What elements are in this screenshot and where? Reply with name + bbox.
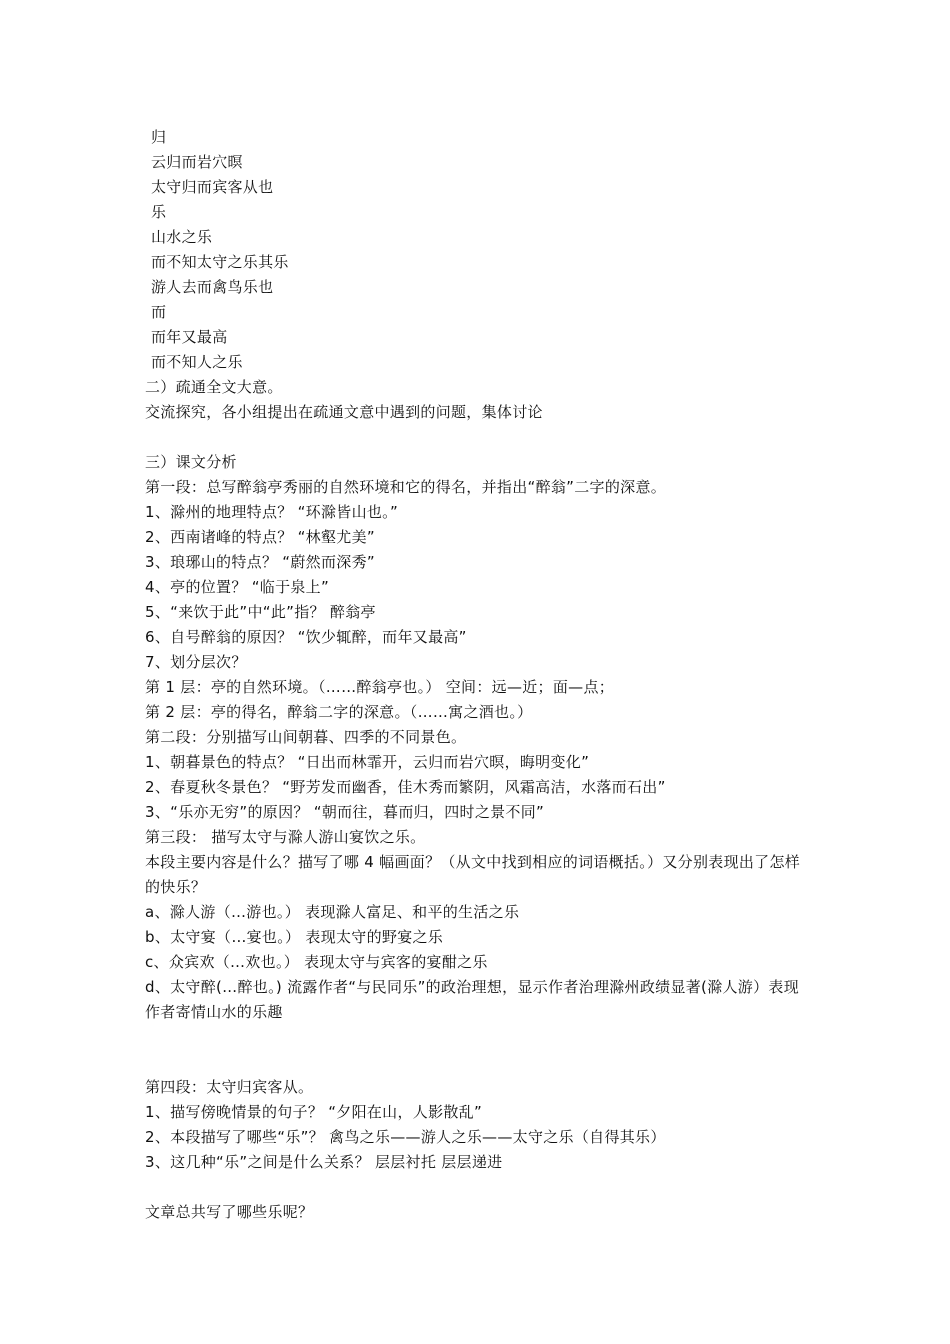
paragraph-question: 本段主要内容是什么？描写了哪 4 幅画面？（从文中找到相应的词语概括。）又分别表现出了怎样的快乐？ <box>145 853 801 896</box>
question-item: 1、描写傍晚情景的句子？ “夕阳在山，人影散乱” <box>145 1103 483 1121</box>
vocab-item: 游人去而禽鸟乐也 <box>151 278 274 296</box>
layer-item: 第 2 层：亭的得名，醉翁二字的深意。（……寓之酒也。） <box>145 703 533 721</box>
question-item: 2、本段描写了哪些“乐”？ 禽鸟之乐——游人之乐——太守之乐（自得其乐） <box>145 1128 666 1146</box>
scene-item: a、滁人游（…游也。） 表现滁人富足、和平的生活之乐 <box>145 903 520 921</box>
section-heading: 二）疏通全文大意。 <box>145 378 283 396</box>
question-item: 2、春夏秋冬景色？ “野芳发而幽香，佳木秀而繁阴，风霜高洁，水落而石出” <box>145 778 666 796</box>
question-item: 5、“来饮于此”中“此”指？ 醉翁亭 <box>145 603 376 621</box>
question-item: 1、滁州的地理特点？ “环滁皆山也。” <box>145 503 399 521</box>
vocab-item: 归 <box>151 128 167 146</box>
question-item: 2、西南诸峰的特点？ “林壑尤美” <box>145 528 375 546</box>
vocab-item: 而 <box>151 303 167 321</box>
section-heading: 三）课文分析 <box>145 453 237 471</box>
question-item: 1、朝暮景色的特点？ “日出而林霏开，云归而岩穴暝，晦明变化” <box>145 753 590 771</box>
closing-question: 文章总共写了哪些乐呢？ <box>145 1203 314 1221</box>
vocab-item: 云归而岩穴暝 <box>151 153 243 171</box>
vocab-item: 乐 <box>151 203 167 221</box>
scene-item: c、众宾欢（…欢也。） 表现太守与宾客的宴酣之乐 <box>145 953 488 971</box>
question-item: 3、琅琊山的特点？ “蔚然而深秀” <box>145 553 375 571</box>
vocab-item: 而年又最高 <box>151 328 228 346</box>
section-text: 交流探究，各小组提出在疏通文意中遇到的问题，集体讨论 <box>145 403 543 421</box>
paragraph-title: 第三段： 描写太守与滁人游山宴饮之乐。 <box>145 828 426 846</box>
paragraph-title: 第一段：总写醉翁亭秀丽的自然环境和它的得名，并指出“醉翁”二字的深意。 <box>145 478 667 496</box>
paragraph-title: 第四段：太守归宾客从。 <box>145 1078 314 1096</box>
question-item: 6、自号醉翁的原因？ “饮少辄醉，而年又最高” <box>145 628 467 646</box>
question-item: 3、“乐亦无穷”的原因？ “朝而往，暮而归，四时之景不同” <box>145 803 545 821</box>
question-item: 4、亭的位置？ “临于泉上” <box>145 578 330 596</box>
paragraph-title: 第二段：分别描写山间朝暮、四季的不同景色。 <box>145 728 467 746</box>
scene-item: b、太守宴（…宴也。） 表现太守的野宴之乐 <box>145 928 444 946</box>
question-item: 7、划分层次？ <box>145 653 247 671</box>
vocab-item: 而不知人之乐 <box>151 353 243 371</box>
layer-item: 第 1 层：亭的自然环境。（……醉翁亭也。） 空间：远—近；面—点； <box>145 678 615 696</box>
scene-item: d、太守醉(…醉也。) 流露作者“与民同乐”的政治理想，显示作者治理滁州政绩显著(滁人游）表现作者寄情山水的乐趣 <box>145 978 799 1021</box>
vocab-item: 太守归而宾客从也 <box>151 178 274 196</box>
vocab-item: 山水之乐 <box>151 228 213 246</box>
question-item: 3、这几种“乐”之间是什么关系？ 层层衬托 层层递进 <box>145 1153 503 1171</box>
vocab-item: 而不知太守之乐其乐 <box>151 253 289 271</box>
